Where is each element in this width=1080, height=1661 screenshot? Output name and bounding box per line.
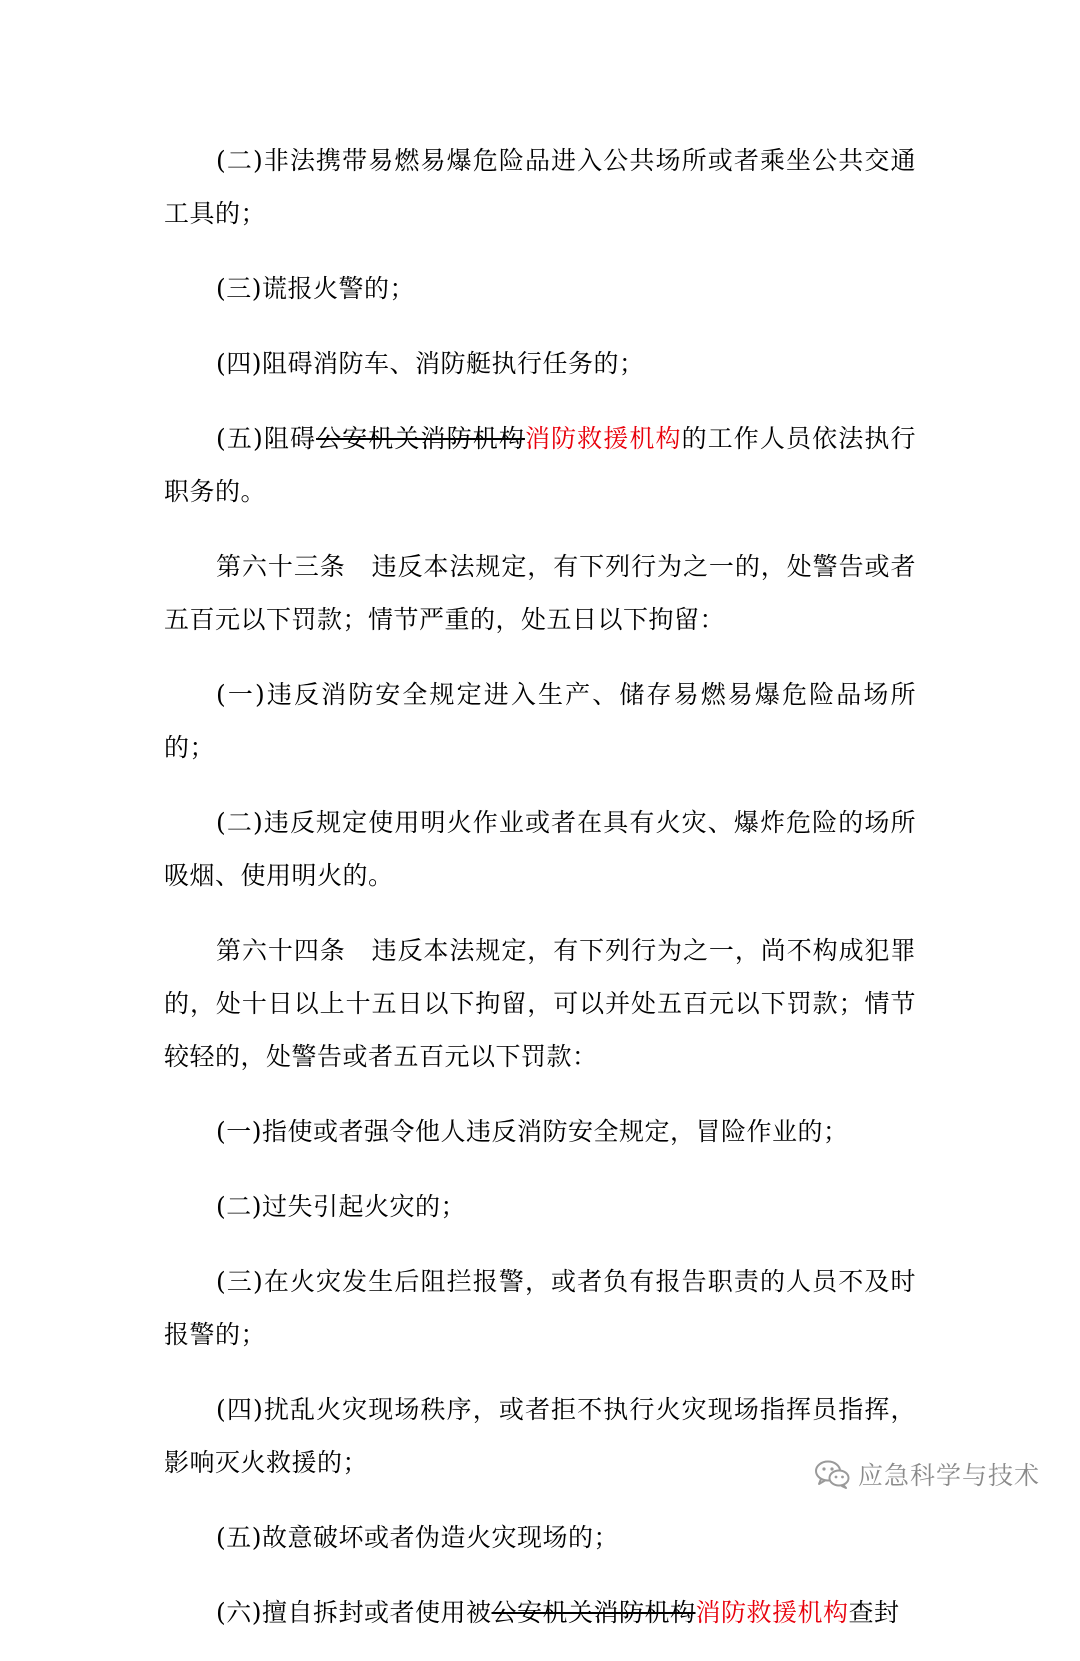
paragraph xyxy=(164,262,916,315)
paragraph xyxy=(164,1255,916,1361)
text-segment: (六)擅自拆封或者使用被 xyxy=(216,1598,492,1627)
paragraph xyxy=(164,412,916,518)
inserted-text: 消防救援机构 xyxy=(524,424,682,453)
text-segment: (五)阻碍 xyxy=(216,424,317,453)
text-segment: (三)在火灾发生后阻拦报警，或者负有报告职责的人员不及时报警的； xyxy=(164,1267,916,1349)
watermark xyxy=(814,1456,1040,1492)
text-segment: 第六十三条 违反本法规定，有下列行为之一的，处警告或者五百元以下罚款；情节严重的，处五日以下拘留： xyxy=(164,552,916,634)
text-segment: 查封 xyxy=(848,1598,900,1627)
watermark-text: 应急科学与技术 xyxy=(857,1461,1040,1490)
wechat-icon xyxy=(814,1459,850,1489)
text-segment: (四)阻碍消防车、消防艇执行任务的； xyxy=(216,349,645,378)
text-segment: (一)违反消防安全规定进入生产、储存易燃易爆危险品场所的； xyxy=(164,680,916,762)
text-segment: 第六十四条 违反本法规定，有下列行为之一，尚不构成犯罪的，处十日以上十五日以下拘留，可以并处五百元以下罚款；情节较轻的，处警告或者五百元以下罚款： xyxy=(164,936,916,1071)
paragraph xyxy=(164,1511,916,1564)
inserted-text: 消防救援机构 xyxy=(695,1598,849,1627)
article-paragraph xyxy=(164,924,916,1083)
text-segment: (二)违反规定使用明火作业或者在具有火灾、爆炸危险的场所吸烟、使用明火的。 xyxy=(164,808,916,890)
paragraph xyxy=(164,1383,916,1489)
text-segment: 的工作人员依法执行职务的。 xyxy=(164,424,916,506)
text-segment: (三)谎报火警的； xyxy=(216,274,416,303)
deleted-text: 公安机关消防机构 xyxy=(491,1598,696,1627)
paragraph xyxy=(164,1105,916,1158)
text-segment: (一)指使或者强令他人违反消防安全规定，冒险作业的； xyxy=(216,1117,849,1146)
paragraph xyxy=(164,1180,916,1233)
paragraph xyxy=(164,134,916,240)
paragraph xyxy=(164,796,916,902)
text-segment: (二)非法携带易燃易爆危险品进入公共场所或者乘坐公共交通工具的； xyxy=(164,146,916,228)
text-segment: (四)扰乱火灾现场秩序，或者拒不执行火灾现场指挥员指挥，影响灭火救援的； xyxy=(164,1395,916,1477)
text-segment: (五)故意破坏或者伪造火灾现场的； xyxy=(216,1523,620,1552)
paragraph xyxy=(164,337,916,390)
article-paragraph xyxy=(164,540,916,646)
text-segment: (二)过失引起火灾的； xyxy=(216,1192,467,1221)
document-page xyxy=(164,134,916,1661)
paragraph xyxy=(164,1586,916,1639)
paragraph xyxy=(164,668,916,774)
deleted-text: 公安机关消防机构 xyxy=(316,424,525,453)
